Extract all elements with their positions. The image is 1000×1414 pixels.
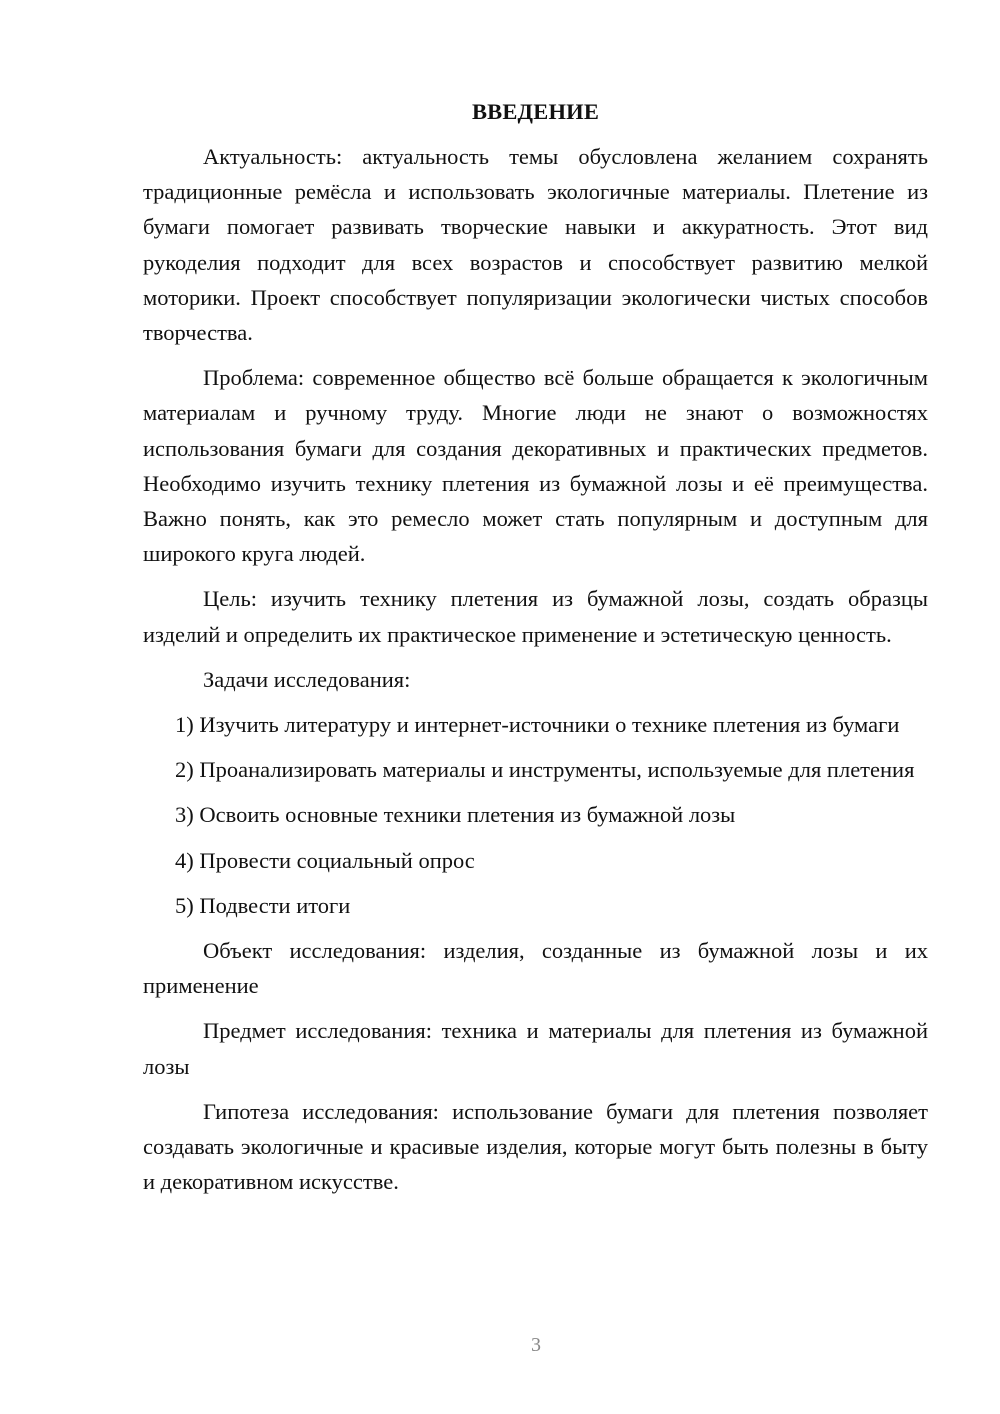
list-item: 2) Проанализировать материалы и инструменты, используемые для плетения [175, 757, 915, 783]
list-item: 4) Провести социальный опрос [175, 847, 475, 873]
goal-paragraph: Цель: изучить технику плетения из бумажной лозы, создать образцы изделий и определить их практическое применение и эстетическую ценность. [143, 586, 928, 647]
relevance-paragraph: Актуальность: актуальность темы обусловлена желанием сохранять традиционные ремёсла и использовать экологичные материалы. Плетение из бумаги помогает развивать творческие навыки и аккуратность. Этот вид рукоделия подходит для всех возрастов и способствует развитию мелкой моторики. Проект способствует популяризации экологически чистых способов творчества. [143, 144, 928, 346]
section-title: ВВЕДЕНИЕ [471, 99, 600, 124]
subject-paragraph: Предмет исследования: техника и материалы для плетения из бумажной лозы [143, 1018, 928, 1079]
page-number: 3 [531, 1334, 541, 1356]
tasks-heading: Задачи исследования: [203, 666, 411, 692]
tasks-list [143, 707, 928, 923]
document-page [143, 94, 928, 1199]
list-item: 3) Освоить основные техники плетения из бумажной лозы [175, 802, 736, 828]
object-paragraph: Объект исследования: изделия, созданные из бумажной лозы и их применение [143, 938, 928, 999]
list-item: 1) Изучить литературу и интернет-источники о технике плетения из бумаги [175, 712, 900, 738]
problem-paragraph: Проблема: современное общество всё больше обращается к экологичным материалам и ручному труду. Многие люди не знают о возможностях использования бумаги для создания декоративных и практических предметов. Необходимо изучить технику плетения из бумажной лозы и её преимущества. Важно понять, как это ремесло может стать популярным и доступным для широкого круга людей. [143, 365, 928, 567]
list-item: 5) Подвести итоги [175, 892, 351, 918]
hypothesis-paragraph: Гипотеза исследования: использование бумаги для плетения позволяет создавать экологичные и красивые изделия, которые могут быть полезны в быту и декоративном искусстве. [143, 1098, 928, 1195]
